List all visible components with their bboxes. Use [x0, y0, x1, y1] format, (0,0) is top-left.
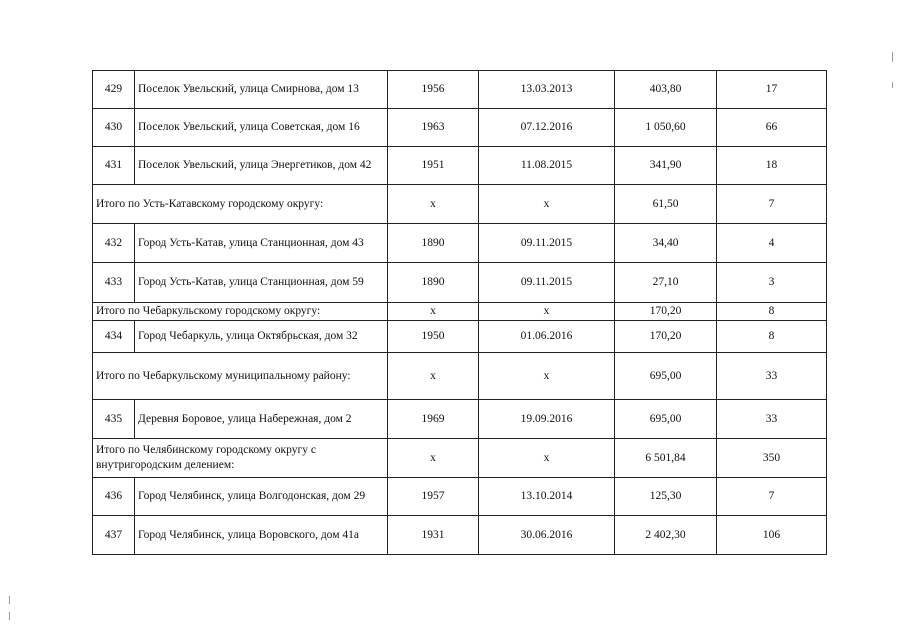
address-cell: Город Усть-Катав, улица Станционная, дом 43 [135, 224, 388, 263]
address-cell: Город Челябинск, улица Волгодонская, дом 29 [135, 478, 388, 516]
subtotal-label: Итого по Чебаркульскому городскому округу: [93, 303, 388, 321]
subtotal-row [93, 353, 827, 400]
address-cell: Поселок Увельский, улица Советская, дом 16 [135, 109, 388, 147]
address-cell: Город Челябинск, улица Воровского, дом 41а [135, 516, 388, 555]
area-cell: 2 402,30 [615, 516, 717, 555]
area-cell: 695,00 [615, 353, 717, 400]
area-cell: 170,20 [615, 321, 717, 353]
people-cell: 350 [717, 439, 827, 478]
row-number: 430 [93, 109, 135, 147]
subtotal-row [93, 303, 827, 321]
people-cell: 3 [717, 263, 827, 303]
subtotal-label: Итого по Челябинскому городскому округу с внутригородским делением: [93, 439, 388, 478]
year-cell: 1950 [388, 321, 479, 353]
table-row [93, 109, 827, 147]
table-row [93, 263, 827, 303]
year-cell: 1931 [388, 516, 479, 555]
area-cell: 1 050,60 [615, 109, 717, 147]
subtotal-row [93, 439, 827, 478]
date-cell: 13.10.2014 [479, 478, 615, 516]
table-row [93, 478, 827, 516]
row-number: 435 [93, 400, 135, 439]
area-cell: 125,30 [615, 478, 717, 516]
year-cell: x [388, 439, 479, 478]
year-cell: 1956 [388, 71, 479, 109]
row-number: 432 [93, 224, 135, 263]
area-cell: 27,10 [615, 263, 717, 303]
row-number: 433 [93, 263, 135, 303]
year-cell: x [388, 185, 479, 224]
address-cell: Город Усть-Катав, улица Станционная, дом 59 [135, 263, 388, 303]
year-cell: x [388, 303, 479, 321]
margin-mark [892, 52, 893, 62]
people-cell: 17 [717, 71, 827, 109]
people-cell: 4 [717, 224, 827, 263]
year-cell: 1951 [388, 147, 479, 185]
date-cell: x [479, 303, 615, 321]
margin-mark [9, 596, 10, 604]
date-cell: x [479, 185, 615, 224]
people-cell: 33 [717, 353, 827, 400]
table-row [93, 516, 827, 555]
subtotal-label: Итого по Усть-Катавскому городскому округу: [93, 185, 388, 224]
area-cell: 403,80 [615, 71, 717, 109]
row-number: 436 [93, 478, 135, 516]
date-cell: x [479, 353, 615, 400]
subtotal-row [93, 185, 827, 224]
row-number: 434 [93, 321, 135, 353]
area-cell: 6 501,84 [615, 439, 717, 478]
year-cell: 1963 [388, 109, 479, 147]
address-cell: Деревня Боровое, улица Набережная, дом 2 [135, 400, 388, 439]
area-cell: 341,90 [615, 147, 717, 185]
year-cell: 1969 [388, 400, 479, 439]
year-cell: 1890 [388, 224, 479, 263]
people-cell: 18 [717, 147, 827, 185]
date-cell: 01.06.2016 [479, 321, 615, 353]
people-cell: 8 [717, 321, 827, 353]
table-row [93, 71, 827, 109]
date-cell: 07.12.2016 [479, 109, 615, 147]
margin-mark [9, 612, 10, 620]
row-number: 437 [93, 516, 135, 555]
date-cell: 11.08.2015 [479, 147, 615, 185]
date-cell: x [479, 439, 615, 478]
table-row [93, 224, 827, 263]
people-cell: 7 [717, 478, 827, 516]
people-cell: 106 [717, 516, 827, 555]
margin-mark [892, 82, 893, 88]
people-cell: 8 [717, 303, 827, 321]
year-cell: 1890 [388, 263, 479, 303]
address-cell: Город Чебаркуль, улица Октябрьская, дом 32 [135, 321, 388, 353]
date-cell: 13.03.2013 [479, 71, 615, 109]
date-cell: 09.11.2015 [479, 263, 615, 303]
date-cell: 30.06.2016 [479, 516, 615, 555]
subtotal-label: Итого по Чебаркульскому муниципальному району: [93, 353, 388, 400]
table-row [93, 321, 827, 353]
people-cell: 33 [717, 400, 827, 439]
table-row [93, 400, 827, 439]
table-row [93, 147, 827, 185]
people-cell: 7 [717, 185, 827, 224]
date-cell: 19.09.2016 [479, 400, 615, 439]
area-cell: 695,00 [615, 400, 717, 439]
table-body [93, 71, 827, 555]
people-cell: 66 [717, 109, 827, 147]
area-cell: 61,50 [615, 185, 717, 224]
address-cell: Поселок Увельский, улица Смирнова, дом 13 [135, 71, 388, 109]
address-cell: Поселок Увельский, улица Энергетиков, дом 42 [135, 147, 388, 185]
year-cell: x [388, 353, 479, 400]
year-cell: 1957 [388, 478, 479, 516]
area-cell: 34,40 [615, 224, 717, 263]
housing-register-table [92, 70, 827, 555]
row-number: 429 [93, 71, 135, 109]
row-number: 431 [93, 147, 135, 185]
date-cell: 09.11.2015 [479, 224, 615, 263]
area-cell: 170,20 [615, 303, 717, 321]
